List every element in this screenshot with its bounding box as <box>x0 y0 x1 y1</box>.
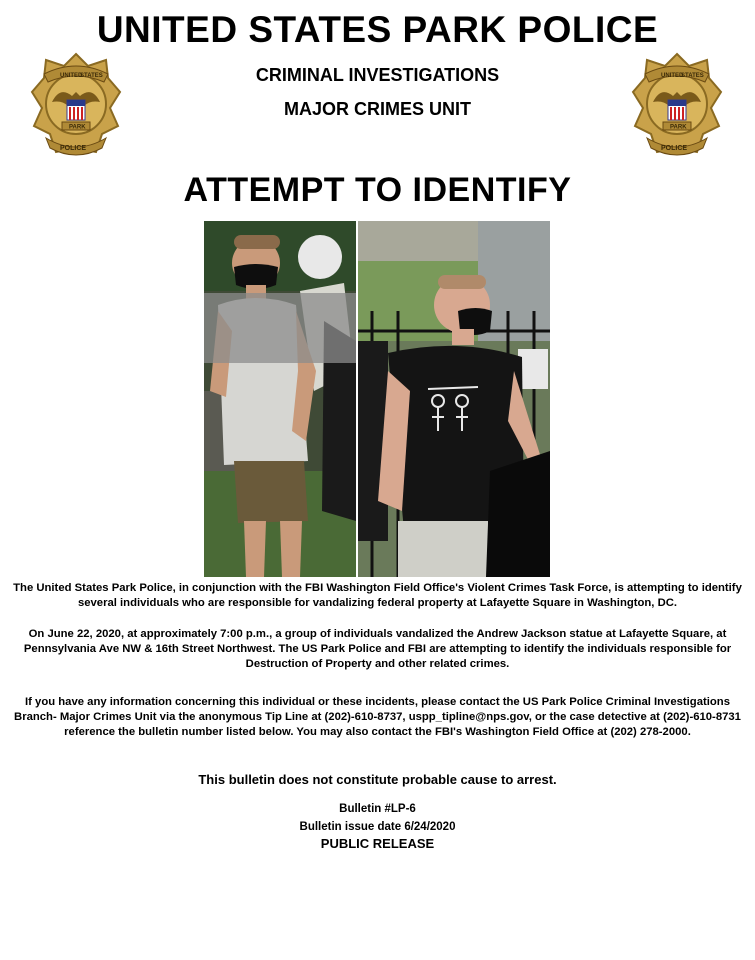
disclaimer: This bulletin does not constitute probable cause to arrest. <box>198 772 557 787</box>
park-police-badge-right <box>631 52 723 164</box>
release-status: PUBLIC RELEASE <box>320 836 435 851</box>
svg-text:STATES: STATES <box>80 73 103 79</box>
bulletin-issue-date: Bulletin issue date 6/24/2020 <box>299 821 456 833</box>
svg-text:UNITED: UNITED <box>661 73 684 79</box>
bulletin-number: Bulletin #LP-6 <box>339 803 416 815</box>
division-subtitle: MAJOR CRIMES UNIT <box>283 99 471 119</box>
park-police-badge-left <box>30 52 122 164</box>
body-paragraph-3: If you have any information concerning this individual or these incidents, please contact the US Park Police Criminal Investigations Branch- Major Crimes Unit via the anonymous Tip Line at (202)-610-8737, uspp_tipline@nps.gov, or the case detective at (202)-610-8731 reference the bulletin number listed below. You may also contact the FBI's Washington Field Office at (202) 278-2000. <box>14 696 741 738</box>
svg-text:POLICE: POLICE <box>60 145 87 152</box>
suspect-photo-collage <box>204 221 550 577</box>
svg-text:PARK: PARK <box>69 124 86 131</box>
svg-text:PARK: PARK <box>670 124 687 131</box>
body-paragraph-1: The United States Park Police, in conjunction with the FBI Washington Field Office's Violent Crimes Task Force, is attempting to identify several individuals who are responsible for vandalizing federal property at Lafayette Square in Washington, DC. <box>13 582 742 609</box>
badge-emblem-icon <box>631 52 723 164</box>
headline: ATTEMPT TO IDENTIFY <box>183 171 572 209</box>
suspect-photo-left <box>204 221 356 577</box>
body-paragraph-2: On June 22, 2020, at approximately 7:00 p.m., a group of individuals vandalized the Andrew Jackson statue at Lafayette Square, at Pennsylvania Ave NW & 16th Street Northwest. The US Park Police and FBI are attempting to identify the individuals responsible for Destruction of Property and other related crimes. <box>23 628 732 670</box>
suspect-photo-right <box>358 221 550 577</box>
bulletin-title: UNITED STATES PARK POLICE <box>96 9 659 50</box>
svg-text:POLICE: POLICE <box>661 145 688 152</box>
badge-emblem-icon <box>30 52 122 164</box>
svg-text:UNITED: UNITED <box>60 73 83 79</box>
svg-text:STATES: STATES <box>681 73 704 79</box>
unit-subtitle: CRIMINAL INVESTIGATIONS <box>255 65 500 85</box>
